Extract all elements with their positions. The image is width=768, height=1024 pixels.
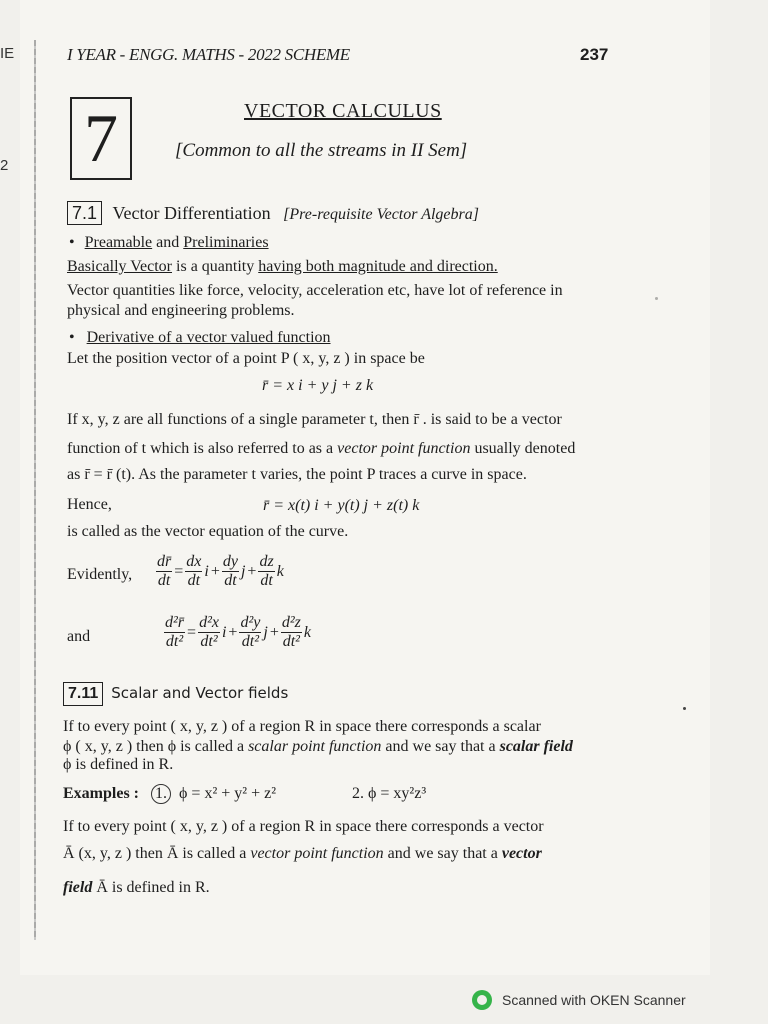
examples-label: Examples :: [63, 785, 139, 802]
example-1: ϕ = x² + y² + z²: [179, 785, 276, 802]
scalar-field-line-3: ϕ is defined in R.: [63, 756, 174, 773]
page-number: 237: [580, 45, 609, 64]
preamble-line-1: Basically Vector is a quantity having both magnitude and direction.: [67, 258, 498, 275]
binding-edge: [34, 40, 36, 940]
position-vector-equation: r̄ = x i + y j + z k: [262, 377, 374, 394]
vector-equation-curve: r̄ = x(t) i + y(t) j + z(t) k: [263, 497, 420, 514]
vector-equation-caption: is called as the vector equation of the curve.: [67, 523, 349, 540]
margin-fragment-top: IE: [0, 45, 15, 62]
section-number-box: 7.11: [63, 682, 103, 706]
examples-row: [63, 784, 426, 804]
chapter-number-box: [70, 97, 132, 180]
section-number-box: 7.1: [67, 201, 102, 225]
example-2: 2. ϕ = xy²z³: [351, 785, 427, 802]
preamble-line-3: physical and engineering problems.: [67, 302, 295, 319]
scalar-field-line-1: If to every point ( x, y, z ) of a region R in space there corresponds a scalar: [63, 718, 541, 735]
section-7-11-heading: [63, 682, 288, 706]
bullet: •: [69, 234, 75, 251]
section-prerequisite: [Pre-requisite Vector Algebra]: [283, 206, 479, 223]
vector-field-line-3: field Ā is defined in R.: [63, 879, 210, 896]
derivative-heading: • Derivative of a vector valued function: [69, 329, 331, 346]
first-derivative-formula: $\frac{dr̄}{dt}$ = $\frac{dx}{dt}$ i + $\frac{dy}{dt}$ j + $\frac{dz}{dt}$ k: [157, 553, 284, 590]
scalar-field-line-2: ϕ ( x, y, z ) then ϕ is called a scalar point function and we say that a scalar field: [63, 738, 573, 755]
derivative-para-2: function of t which is also referred to as a vector point function usually denoted: [67, 440, 576, 457]
second-derivative-formula: $\frac{\text{d²r̄}}{\text{dt²}}$ = $\frac{\text{d²x}}{\text{dt²}}$ i + $\frac{\text{d²y}}{\text{dt²}}$ j + $\frac{\text{d²z}}{\text{dt²}}$ k: [165, 614, 311, 651]
scan-speck: [683, 707, 686, 710]
hence-label: Hence,: [67, 496, 112, 513]
chapter-number: 7: [84, 100, 118, 176]
chapter-subtitle: [Common to all the streams in II Sem]: [175, 140, 468, 161]
and-label: and: [67, 628, 91, 645]
section-title: Vector Differentiation: [112, 203, 271, 223]
derivative-para-3: as r̄ = r̄ (t). As the parameter t varies, the point P traces a curve in space.: [67, 466, 527, 483]
section-title: Scalar and Vector fields: [111, 684, 289, 702]
preamble-line-2: Vector quantities like force, velocity, acceleration etc, have lot of reference in: [67, 282, 563, 299]
margin-fragment-mid: 2: [0, 157, 9, 174]
scan-speck: [655, 297, 658, 300]
derivative-para-1: If x, y, z are all functions of a single parameter t, then r̄ . is said to be a vector: [67, 411, 562, 428]
vector-field-line-2: Ā (x, y, z ) then Ā is called a vector point function and we say that a vector: [63, 845, 542, 862]
evidently-label: Evidently,: [67, 566, 133, 583]
frac-lhs: $\frac{dr̄}{dt}$: [157, 553, 172, 590]
section-7-1-heading: [67, 201, 479, 225]
example-1-number: 1.: [151, 784, 171, 804]
scanner-watermark: [472, 990, 686, 1010]
running-header: I YEAR - ENGG. MATHS - 2022 SCHEME: [67, 45, 350, 64]
vector-field-line-1: If to every point ( x, y, z ) of a region R in space there corresponds a vector: [63, 818, 544, 835]
preamble-heading: • Preamable and Preliminaries: [69, 234, 269, 251]
position-vector-intro: Let the position vector of a point P ( x, y, z ) in space be: [67, 350, 425, 367]
scanner-logo-icon: [472, 990, 492, 1010]
chapter-title: VECTOR CALCULUS: [244, 100, 442, 122]
scanner-text: Scanned with OKEN Scanner: [502, 992, 686, 1008]
